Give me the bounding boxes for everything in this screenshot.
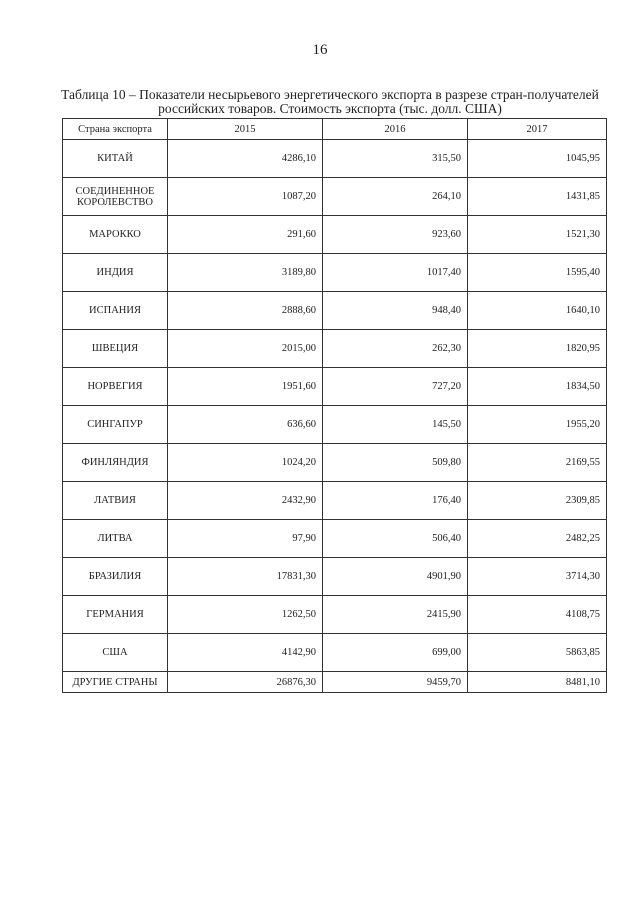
header-2017: 2017 [468, 119, 607, 140]
table-row [63, 596, 607, 634]
country-cell: ГЕРМАНИЯ [63, 596, 168, 634]
table-caption: Таблица 10 – Показатели несырьевого энергетического экспорта в разрезе стран-получателей российских товаров. Стоимость экспорта (тыс. долл. США) [61, 87, 599, 116]
country-cell: ИНДИЯ [63, 254, 168, 292]
table-row [63, 330, 607, 368]
table-row [63, 520, 607, 558]
value-2016-cell: 948,40 [323, 292, 468, 330]
value-2015-cell: 4142,90 [168, 634, 323, 672]
value-2016-cell: 1017,40 [323, 254, 468, 292]
value-2015-cell: 1024,20 [168, 444, 323, 482]
header-2016: 2016 [323, 119, 468, 140]
value-2017-cell: 2169,55 [468, 444, 607, 482]
value-2016-cell: 727,20 [323, 368, 468, 406]
value-2015-cell: 1951,60 [168, 368, 323, 406]
country-cell: ЛИТВА [63, 520, 168, 558]
table-row [63, 140, 607, 178]
header-country: Страна экспорта [63, 119, 168, 140]
value-2015-cell: 2015,00 [168, 330, 323, 368]
value-2017-cell: 1521,30 [468, 216, 607, 254]
value-2015-cell: 97,90 [168, 520, 323, 558]
table-row [63, 216, 607, 254]
country-cell: ЛАТВИЯ [63, 482, 168, 520]
value-2015-cell: 291,60 [168, 216, 323, 254]
value-2015-cell: 2432,90 [168, 482, 323, 520]
value-2015-cell: 17831,30 [168, 558, 323, 596]
table-row [63, 672, 607, 693]
value-2017-cell: 1431,85 [468, 178, 607, 216]
table-row [63, 558, 607, 596]
table-row [63, 368, 607, 406]
value-2017-cell: 2482,25 [468, 520, 607, 558]
value-2016-cell: 262,30 [323, 330, 468, 368]
value-2015-cell: 1087,20 [168, 178, 323, 216]
value-2015-cell: 3189,80 [168, 254, 323, 292]
table-row [63, 634, 607, 672]
country-cell: СОЕДИНЕННОЕ КОРОЛЕВСТВО [63, 178, 168, 216]
table-row [63, 482, 607, 520]
country-cell: ФИНЛЯНДИЯ [63, 444, 168, 482]
value-2017-cell: 1820,95 [468, 330, 607, 368]
value-2016-cell: 4901,90 [323, 558, 468, 596]
table-row [63, 292, 607, 330]
value-2016-cell: 699,00 [323, 634, 468, 672]
value-2017-cell: 1640,10 [468, 292, 607, 330]
export-table [62, 118, 607, 693]
value-2017-cell: 1045,95 [468, 140, 607, 178]
value-2017-cell: 1834,50 [468, 368, 607, 406]
value-2016-cell: 9459,70 [323, 672, 468, 693]
country-cell: США [63, 634, 168, 672]
value-2017-cell: 2309,85 [468, 482, 607, 520]
value-2016-cell: 506,40 [323, 520, 468, 558]
country-cell: ИСПАНИЯ [63, 292, 168, 330]
value-2016-cell: 923,60 [323, 216, 468, 254]
value-2016-cell: 264,10 [323, 178, 468, 216]
value-2015-cell: 4286,10 [168, 140, 323, 178]
value-2017-cell: 1595,40 [468, 254, 607, 292]
value-2015-cell: 2888,60 [168, 292, 323, 330]
country-cell: НОРВЕГИЯ [63, 368, 168, 406]
value-2016-cell: 315,50 [323, 140, 468, 178]
value-2017-cell: 5863,85 [468, 634, 607, 672]
value-2016-cell: 2415,90 [323, 596, 468, 634]
value-2015-cell: 26876,30 [168, 672, 323, 693]
table-header-row [63, 119, 607, 140]
table-row [63, 444, 607, 482]
country-cell: СИНГАПУР [63, 406, 168, 444]
country-cell: КИТАЙ [63, 140, 168, 178]
value-2016-cell: 176,40 [323, 482, 468, 520]
value-2017-cell: 1955,20 [468, 406, 607, 444]
value-2017-cell: 8481,10 [468, 672, 607, 693]
page-number: 16 [312, 42, 328, 58]
value-2016-cell: 145,50 [323, 406, 468, 444]
table-row [63, 178, 607, 216]
country-cell: БРАЗИЛИЯ [63, 558, 168, 596]
value-2017-cell: 3714,30 [468, 558, 607, 596]
table-row [63, 254, 607, 292]
value-2015-cell: 636,60 [168, 406, 323, 444]
value-2017-cell: 4108,75 [468, 596, 607, 634]
country-cell: МАРОККО [63, 216, 168, 254]
country-cell: ШВЕЦИЯ [63, 330, 168, 368]
country-cell: ДРУГИЕ СТРАНЫ [63, 672, 168, 693]
table-row [63, 406, 607, 444]
value-2015-cell: 1262,50 [168, 596, 323, 634]
value-2016-cell: 509,80 [323, 444, 468, 482]
header-2015: 2015 [168, 119, 323, 140]
